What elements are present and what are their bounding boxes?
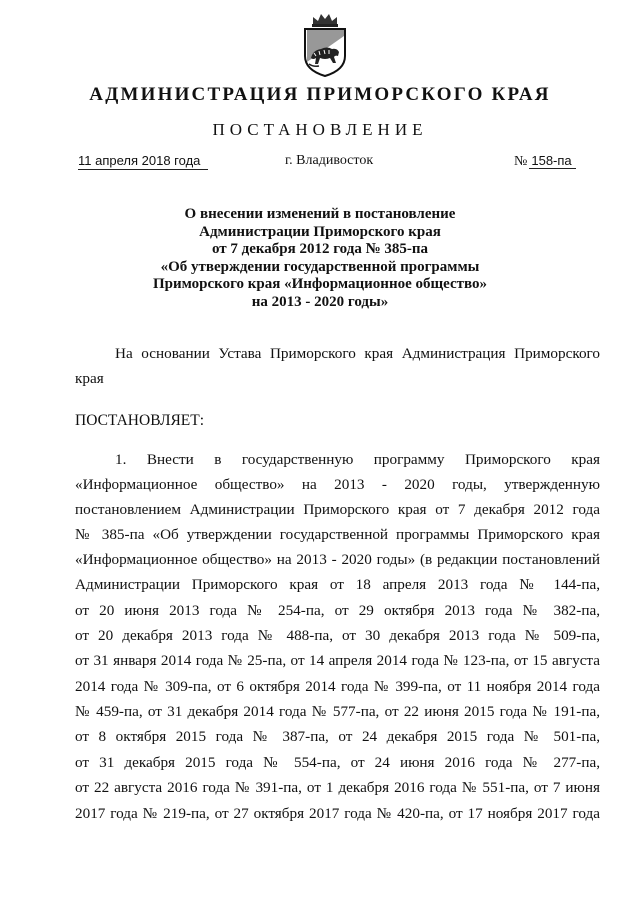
document-title xyxy=(0,206,640,312)
basis-paragraph-line: На основании Устава Приморского края Администрация Приморского xyxy=(115,345,600,362)
title-line: «Об утверждении государственной программы xyxy=(160,258,480,275)
item1-line: 2014 года № 309-па, от 6 октября 2014 года № 399-па, от 11 ноября 2014 года xyxy=(75,678,600,695)
number-prefix: № xyxy=(514,154,528,169)
basis-paragraph-end: края xyxy=(75,370,104,387)
title-line: О внесении изменений в постановление xyxy=(184,206,456,222)
document-number xyxy=(514,152,576,170)
coat-of-arms-emblem xyxy=(299,12,351,78)
item1-line: «Информационное общество» на 2013 - 2020 годы, утвержденную xyxy=(75,476,600,493)
organization-name: АДМИНИСТРАЦИЯ ПРИМОРСКОГО КРАЯ xyxy=(89,84,551,105)
title-line: Администрации Приморского края xyxy=(199,223,441,240)
item1-line: от 31 декабря 2015 года № 554-па, от 24 июня 2016 года № 277-па, xyxy=(75,754,600,771)
title-line: Приморского края «Информационное общество» xyxy=(152,276,488,293)
number-value: 158-па xyxy=(529,153,575,169)
item1-line: «Информационное общество» на 2013 - 2020 годы» (в редакции постановлений xyxy=(75,551,600,568)
title-line: от 7 декабря 2012 года № 385-па xyxy=(211,241,429,258)
item1-line: № 385-па «Об утверждении государственной программы Приморского края xyxy=(75,526,600,543)
item1-line: от 8 октября 2015 года № 387-па, от 24 декабря 2015 года № 501-па, xyxy=(75,728,600,745)
item1-line: Администрации Приморского края от 18 апреля 2013 года № 144-па, xyxy=(75,576,600,593)
document-city: г. Владивосток xyxy=(285,153,374,168)
item1-line: 2017 года № 219-па, от 27 октября 2017 года № 420-па, от 17 ноября 2017 года xyxy=(75,805,600,822)
item1-line: от 31 января 2014 года № 25-па, от 14 апреля 2014 года № 123-па, от 15 августа xyxy=(75,652,600,669)
document-date: 11 апреля 2018 года xyxy=(78,153,208,170)
item1-line: от 20 декабря 2013 года № 488-па, от 30 декабря 2013 года № 509-па, xyxy=(75,627,600,644)
item1-line: № 459-па, от 31 декабря 2014 года № 577-па, от 22 июня 2015 года № 191-па, xyxy=(75,703,600,720)
item1-line: от 22 августа 2016 года № 391-па, от 1 декабря 2016 года № 551-па, от 7 июня xyxy=(75,779,600,796)
document-type: ПОСТАНОВЛЕНИЕ xyxy=(212,120,428,139)
item1-line: 1. Внести в государственную программу Приморского края xyxy=(115,451,600,468)
item1-line: постановлением Администрации Приморского края от 7 декабря 2012 года xyxy=(75,501,600,518)
item1-line: от 20 июня 2013 года № 254-па, от 29 октября 2013 года № 382-па, xyxy=(75,602,600,619)
decree-word: ПОСТАНОВЛЯЕТ: xyxy=(75,412,205,429)
title-line: на 2013 - 2020 годы» xyxy=(251,293,389,310)
